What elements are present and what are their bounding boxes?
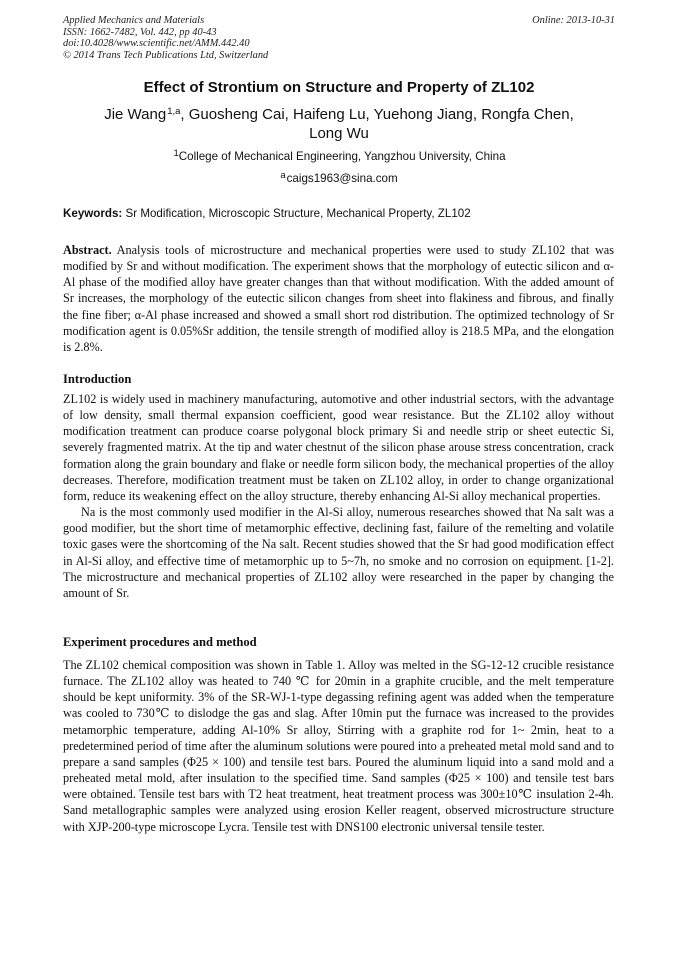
author-list — [83, 105, 595, 143]
keywords-label: Keywords: — [63, 207, 123, 220]
introduction-paragraph-2: Na is the most commonly used modifier in the Al-Si alloy, numerous researches showed that Na salt was a good modifier, but the short time of metamorphic effective, declining fast, failure of the remelting and volatile toxic gases were the shortcoming of the Na salt. Recent studies showed that the Sr had good modification effect in Al-Si alloy, and effective time of metamorphic up to 5~7h, no smoke and no corrosion on equipment. [1-2]. The microstructure and mechanical properties of ZL102 alloy were researched in the paper by changing the amount of Sr. — [63, 505, 614, 600]
experiment-section — [63, 657, 614, 835]
affiliation-text: College of Mechanical Engineering, Yangzhou University, China — [178, 150, 506, 163]
email-text: caigs1963@sina.com — [286, 172, 398, 185]
journal-copyright: © 2014 Trans Tech Publications Ltd, Switzerland — [63, 49, 269, 61]
paper-title: Effect of Strontium on Structure and Property of ZL102 — [143, 79, 535, 96]
other-authors: , Guosheng Cai, Haifeng Lu, Yuehong Jiang, Rongfa Chen, — [180, 106, 574, 123]
affiliation — [0, 149, 678, 164]
introduction-paragraph-1: ZL102 is widely used in machinery manufacturing, automotive and other industrial sectors, with the advantage of low density, small thermal expansion coefficient, good wear resistance. But the ZL102 alloy without modification treatment can produce coarse polygonal block primary Si and needle strip or sheet eutectic Si, severely fragmented matrix. At the tip and water chestnut of the silicon phase arouse stress concentration, crack formation along the grain boundary and flake or needle form silicon body, the mechanical properties of the alloy decreases. Therefore, modification treatment must be taken on ZL102 alloy, in order to change organizational form, reduce its weakening effect on the alloy structure, thereby enhancing Al-Si alloy mechanical properties. — [63, 392, 614, 503]
abstract — [63, 242, 614, 355]
first-author-sup: 1,a — [167, 106, 181, 117]
keywords-text: Sr Modification, Microscopic Structure, Mechanical Property, ZL102 — [125, 207, 471, 220]
abstract-label: Abstract. — [63, 243, 112, 257]
journal-header — [63, 15, 268, 61]
last-author: Long Wu — [309, 125, 369, 142]
online-date: Online: 2013-10-31 — [532, 15, 615, 26]
introduction-heading: Introduction — [63, 372, 132, 386]
journal-issn: ISSN: 1662-7482, Vol. 442, pp 40-43 — [63, 26, 217, 38]
keywords — [63, 206, 471, 221]
experiment-paragraph-1: The ZL102 chemical composition was shown in Table 1. Alloy was melted in the SG-12-12 crucible resistance furnace. The ZL102 alloy was heated to 740 ℃ for 20min in a graphite crucible, and the melt temperature should be kept uniformity. 3% of the SR-WJ-1-type degassing refining agent was added when the temperature was cooled to 730℃ to dislodge the gas and slag. After 10min put the furnace was increased to the provides metamorphic temperature, adding Al-10% Sr alloy, Stirring with a graphite rod for 1~ 2min, heat to a predetermined period of time after the aluminum solutions were poured into a preheated metal mold sand and to prepare a sand samples (Φ25 × 100) and tensile test bars. Poured the aluminum liquid into a sand mold and a preheated metal mold, after insulation to the specified time. Sand samples (Φ25 × 100) and tensile test bars were obtained. Tensile test bars with T2 heat treatment, heat treatment process was 300±10℃ insulation 2-4h. Sand metallographic samples were analyzed using erosion Keller reagent, observed microstructure structure with XJP-200-type microscope Lycra. Tensile test with DNS100 electronic universal tensile tester. — [63, 658, 614, 834]
experiment-heading: Experiment procedures and method — [63, 635, 257, 649]
first-author: Jie Wang — [104, 106, 167, 123]
journal-name: Applied Mechanics and Materials — [63, 15, 205, 26]
author-email — [0, 171, 678, 186]
email-sup: a — [280, 170, 286, 181]
affiliation-sup: 1 — [173, 148, 179, 159]
introduction-section — [63, 391, 614, 601]
abstract-text: Analysis tools of microstructure and mechanical properties were used to study ZL102 that was modified by Sr and without modification. The experiment shows that the morphology of eutectic silicon and α-Al phase of the modified alloy have greater changes than that without modification. With the added amount of Sr increases, the morphology of the eutectic silicon changes from sheet into flakiness and fibrous, and finally the fine fiber; α-Al phase increased and showed a small short rod distribution. The optimized technology of Sr modification agent is 0.05%Sr addition, the tensile strength of modified alloy is 218.5 MPa, and the elongation is 2.8%. — [63, 243, 614, 354]
journal-doi: doi:10.4028/www.scientific.net/AMM.442.40 — [63, 38, 250, 50]
